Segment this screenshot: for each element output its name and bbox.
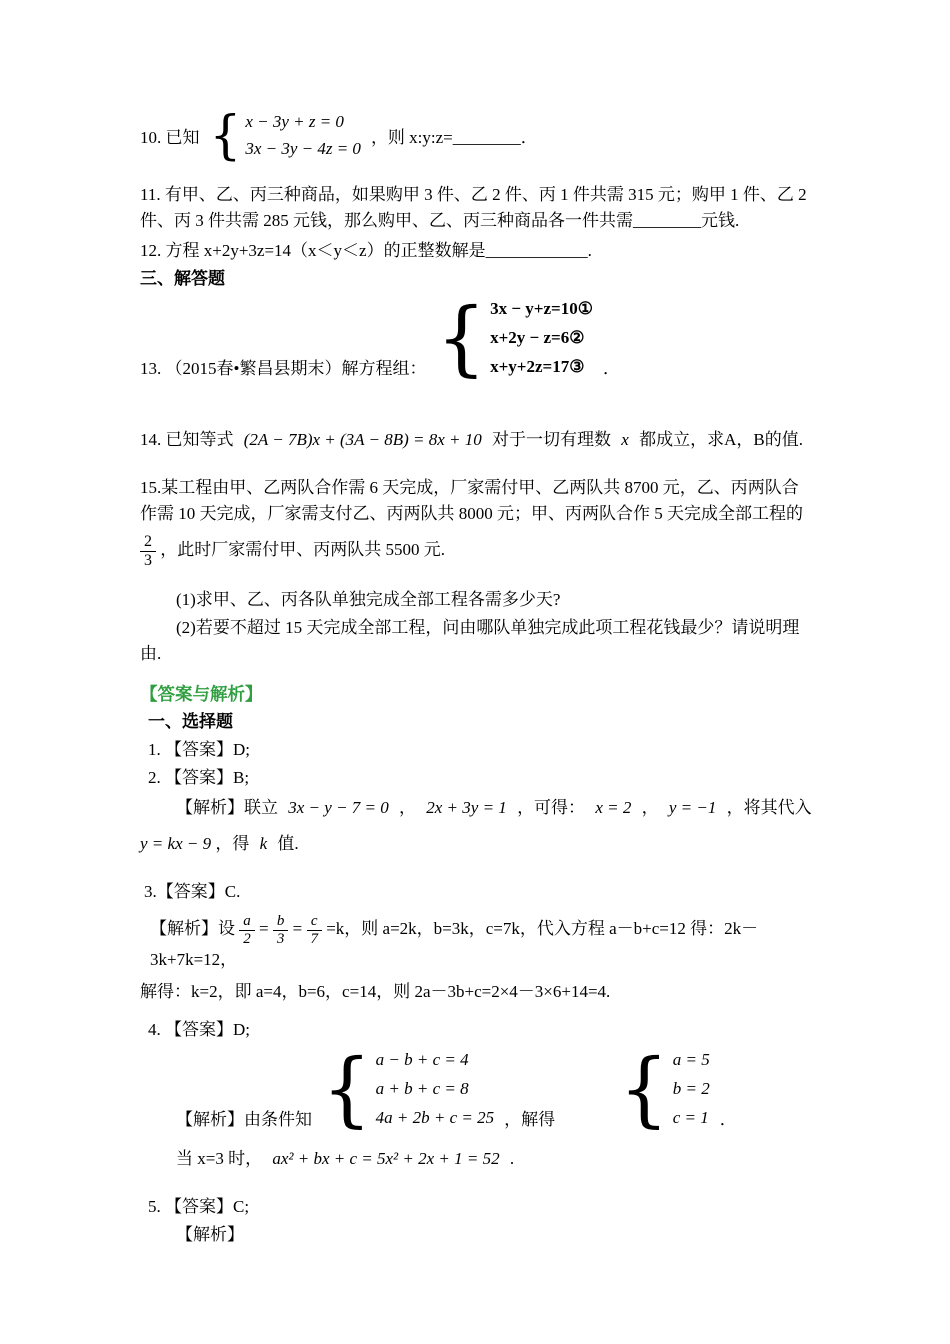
equation-line: 3x − y+z=10① bbox=[490, 299, 593, 318]
analysis-text: ， bbox=[641, 798, 659, 818]
fraction-numerator: a bbox=[239, 913, 255, 931]
analysis-text: ，可得： bbox=[517, 798, 586, 818]
answer-5: 5. 【答案】C; bbox=[148, 1197, 250, 1217]
answers-heading: 【答案与解析】 bbox=[140, 684, 263, 705]
equation-line: a = 5 bbox=[672, 1050, 710, 1070]
equals-sign: = bbox=[292, 919, 303, 939]
problem-13-prefix: 13. （2015春•繁昌县期末）解方程组： bbox=[140, 359, 427, 378]
analysis-equation: y = −1 bbox=[668, 798, 717, 818]
answer-2: 2. 【答案】B; bbox=[148, 768, 250, 788]
analysis-text: ，解得 bbox=[504, 1110, 556, 1130]
problem-13-system bbox=[436, 290, 593, 385]
analysis-equation: y = kx − 9 bbox=[140, 834, 212, 854]
fraction-c-over-7 bbox=[306, 913, 322, 947]
analysis-text: ，得 bbox=[215, 834, 250, 854]
left-brace-icon: { bbox=[619, 1041, 669, 1136]
equals-sign: = bbox=[259, 919, 269, 939]
equation-line: b = 2 bbox=[672, 1079, 710, 1099]
answer-4: 4. 【答案】D; bbox=[148, 1020, 250, 1040]
analysis-equation: 2x + 3y = 1 bbox=[426, 798, 507, 818]
answer-5-analysis: 【解析】 bbox=[176, 1225, 244, 1245]
problem-10-system bbox=[209, 104, 361, 166]
answer-1: 1. 【答案】D; bbox=[148, 740, 250, 760]
left-brace-icon: { bbox=[209, 104, 242, 166]
problem-15-line1: 15.某工程由甲、乙两队合作需 6 天完成，厂家需付甲、乙两队共 8700 元，乙、丙两队合 bbox=[140, 478, 799, 497]
problem-15-line3-text: ，此时厂家需付甲、丙两队共 5500 元. bbox=[160, 540, 445, 559]
fraction-a-over-2 bbox=[239, 913, 255, 947]
problem-12: 12. 方程 x+2y+3z=14（x＜y＜z）的正整数解是____________. bbox=[140, 241, 592, 260]
answers-section-1: 一、选择题 bbox=[148, 712, 233, 732]
problem-13-suffix: ． bbox=[602, 359, 620, 378]
problem-14-variable: x bbox=[621, 430, 629, 449]
problem-15-line3 bbox=[140, 527, 838, 569]
fraction-numerator: 2 bbox=[140, 533, 156, 552]
equation-line: 4a + 2b + c = 25 bbox=[375, 1108, 495, 1128]
fraction-two-thirds bbox=[140, 533, 156, 569]
equation-line: 3x − 3y − 4z = 0 bbox=[245, 139, 361, 158]
analysis-text: ，将其代入 bbox=[726, 798, 812, 818]
problem-10-prefix: 10. 已知 bbox=[140, 127, 200, 147]
answer-4-system-2 bbox=[619, 1041, 710, 1136]
problem-10 bbox=[140, 104, 838, 166]
problem-14-equation: (2A − 7B)x + (3A − 8B) = 8x + 10 bbox=[243, 430, 482, 449]
analysis-equation: x = 2 bbox=[595, 798, 632, 818]
fraction-denominator: 7 bbox=[310, 930, 318, 947]
answer-3-analysis-line1 bbox=[140, 913, 838, 973]
equation-line: x+y+2z=17③ bbox=[490, 357, 585, 376]
fraction-numerator: b bbox=[273, 913, 289, 931]
fraction-denominator: 3 bbox=[276, 930, 285, 947]
fraction-denominator: 2 bbox=[243, 930, 251, 947]
problem-15-q2-line1: (2)若要不超过 15 天完成全部工程，问由哪队单独完成此项工程花钱最少？请说明理 bbox=[176, 618, 800, 638]
analysis-text: =k，则 a=2k，b=3k，c=7k，代入方程 a－b+c=12 得：2k－3k+7k=12， bbox=[150, 919, 759, 970]
analysis-text: 【解析】由条件知 bbox=[176, 1110, 312, 1130]
analysis-text: ， bbox=[399, 798, 417, 818]
analysis-text: ． bbox=[719, 1110, 737, 1130]
analysis-text: . bbox=[509, 1149, 515, 1169]
equation-line: x − 3y + z = 0 bbox=[245, 112, 344, 131]
answer-4-systems bbox=[140, 1041, 838, 1136]
analysis-equation: ax² + bx + c = 5x² + 2x + 1 = 52 bbox=[272, 1149, 500, 1169]
problem-15 bbox=[140, 475, 838, 667]
analysis-variable: k bbox=[259, 834, 268, 854]
analysis-text: 【解析】设 bbox=[150, 919, 235, 939]
problem-14-prefix: 14. 已知等式 bbox=[140, 430, 234, 449]
problem-14-mid: 对于一切有理数 bbox=[492, 430, 612, 449]
equation-line: a + b + c = 8 bbox=[375, 1079, 469, 1099]
problem-14-suffix: 都成立，求A，B的值. bbox=[639, 430, 803, 449]
fraction-b-over-3 bbox=[273, 913, 289, 947]
analysis-equation: 3x − y − 7 = 0 bbox=[288, 798, 389, 818]
answer-2-analysis-line1 bbox=[140, 795, 838, 821]
analysis-text: 【解析】联立 bbox=[176, 798, 278, 818]
fraction-denominator: 3 bbox=[144, 551, 152, 569]
fraction-numerator: c bbox=[307, 913, 322, 931]
answer-4-analysis-line2 bbox=[140, 1146, 838, 1172]
equation-line: c = 1 bbox=[672, 1108, 709, 1128]
problem-10-suffix: ，则 x:y:z=________． bbox=[370, 127, 538, 147]
problem-13 bbox=[140, 290, 838, 385]
problem-11 bbox=[140, 182, 838, 234]
answer-3: 3.【答案】C. bbox=[144, 882, 241, 902]
analysis-text: 值. bbox=[277, 834, 299, 854]
equation-line: x+2y − z=6② bbox=[490, 328, 585, 347]
left-brace-icon: { bbox=[322, 1041, 372, 1136]
problem-15-q1: (1)求甲、乙、丙各队单独完成全部工程各需多少天? bbox=[176, 590, 561, 610]
problem-15-q2-line2: 由. bbox=[140, 644, 162, 664]
answer-2-analysis-line2 bbox=[140, 831, 838, 857]
problem-11-line1: 11. 有甲、乙、丙三种商品，如果购甲 3 件、乙 2 件、丙 1 件共需 315 元；购甲 1 件、乙 2 bbox=[140, 185, 807, 204]
answer-4-system-1 bbox=[322, 1041, 495, 1136]
left-brace-icon: { bbox=[436, 290, 487, 385]
answer-3-analysis-line2: 解得：k=2，即 a=4，b=6，c=14，则 2a－3b+c=2×4－3×6+14=4. bbox=[140, 982, 611, 1002]
analysis-text: 当 x=3 时， bbox=[176, 1149, 263, 1169]
problem-14 bbox=[140, 427, 838, 453]
equation-line: a − b + c = 4 bbox=[375, 1050, 469, 1070]
problem-15-line2: 作需 10 天完成，厂家需支付乙、丙两队共 8000 元；甲、丙两队合作 5 天完成全部工程的 bbox=[140, 504, 803, 523]
section-heading-3: 三、解答题 bbox=[140, 269, 225, 288]
problem-11-line2: 件、丙 3 件共需 285 元钱，那么购甲、乙、丙三种商品各一件共需________元钱. bbox=[140, 211, 740, 230]
